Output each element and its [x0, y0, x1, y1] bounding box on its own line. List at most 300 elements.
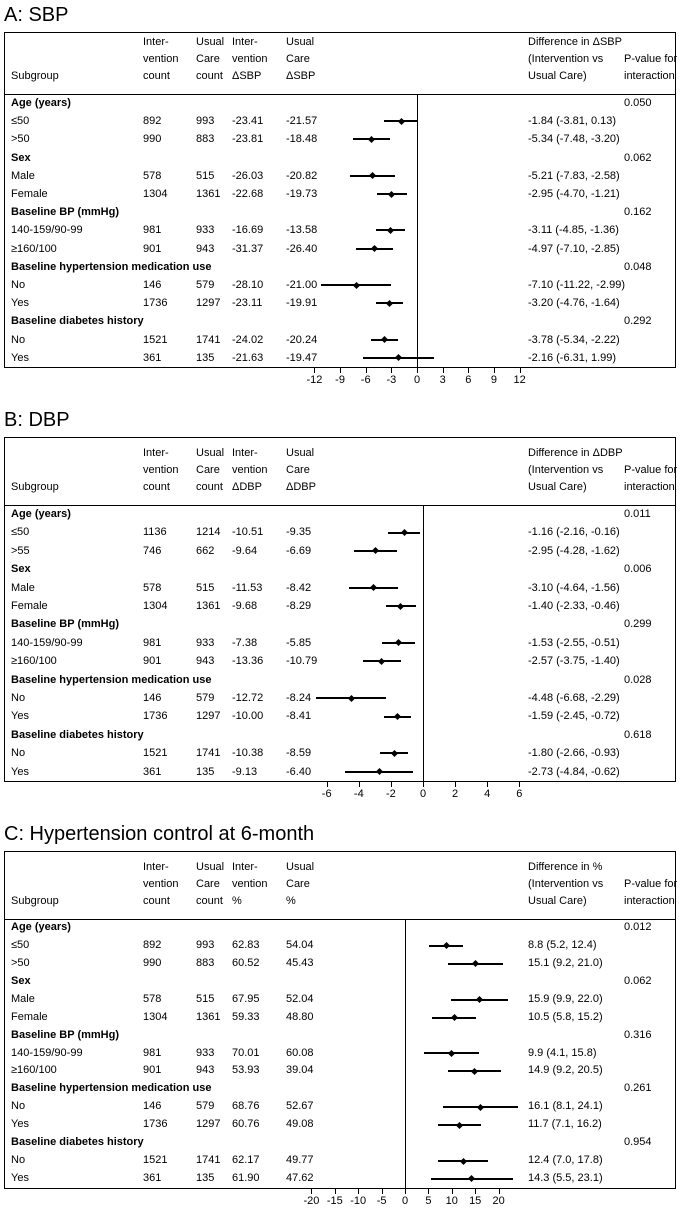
usual-care-count: 135	[196, 351, 215, 364]
difference-value: 15.9 (9.9, 22.0)	[528, 992, 603, 1005]
subgroup-label: >55	[11, 544, 30, 557]
subgroup-label: Yes	[11, 297, 29, 310]
axis-tick-label: 0	[413, 374, 421, 386]
difference-value: -4.48 (-6.68, -2.29)	[528, 692, 620, 704]
intervention-count: 892	[143, 115, 162, 128]
usual-care-value: -20.82	[286, 169, 318, 182]
table-row	[5, 167, 675, 185]
point-estimate-marker	[381, 336, 388, 343]
p-value-interaction: 0.048	[624, 260, 652, 273]
difference-value: -1.40 (-2.33, -0.46)	[528, 600, 620, 612]
panel-htn-control	[0, 812, 680, 1219]
subgroup-label: Yes	[11, 1118, 29, 1131]
axis-tick-label: -15	[326, 1194, 343, 1207]
usual-care-value: 52.67	[286, 1100, 314, 1113]
intervention-value: -9.68	[232, 600, 258, 612]
subgroup-label: 140-159/90-99	[11, 636, 83, 649]
difference-value: -5.34 (-7.48, -3.20)	[528, 133, 620, 146]
difference-value: -3.10 (-4.64, -1.56)	[528, 581, 620, 594]
intervention-count: 981	[143, 224, 162, 237]
usual-care-count: 993	[196, 115, 215, 128]
intervention-value: 61.90	[232, 1172, 260, 1185]
group-label: Baseline BP (mmHg)	[11, 206, 119, 219]
usual-care-count: 1361	[196, 600, 221, 612]
subgroup-label: Yes	[11, 351, 29, 364]
usual-care-value: 49.08	[286, 1118, 314, 1131]
col-header-difference: Difference in ΔSBP (Intervention vs Usual Care)	[528, 36, 622, 82]
panel-title-dbp: B: DBP	[4, 409, 70, 431]
table-row	[5, 1098, 675, 1116]
axis-tick-label: -10	[350, 1194, 367, 1207]
intervention-value: -31.37	[232, 242, 264, 255]
axis-tick	[359, 782, 360, 787]
axis-tick	[382, 1189, 383, 1194]
group-row	[5, 1027, 675, 1045]
p-value-interaction: 0.316	[624, 1028, 652, 1041]
panel-sbp	[0, 0, 680, 398]
usual-care-count: 883	[196, 956, 215, 969]
difference-value: -3.78 (-5.34, -2.22)	[528, 333, 620, 346]
intervention-value: -21.63	[232, 351, 264, 364]
intervention-count: 901	[143, 242, 162, 255]
group-label: Sex	[11, 151, 31, 164]
point-estimate-marker	[394, 713, 401, 720]
usual-care-count: 1741	[196, 333, 221, 346]
intervention-count: 892	[143, 938, 162, 951]
point-estimate-marker	[471, 1068, 478, 1075]
point-estimate-marker	[348, 695, 355, 702]
axis-tick	[519, 782, 520, 787]
subgroup-label: Female	[11, 600, 48, 612]
col-header-intervention-value: Inter- vention ΔDBP	[232, 447, 268, 493]
point-estimate-marker	[391, 750, 398, 757]
point-estimate-marker	[395, 639, 402, 646]
axis-tick-label: 6	[516, 788, 523, 800]
table-row	[5, 689, 675, 707]
difference-value: 14.9 (9.2, 20.5)	[528, 1064, 603, 1077]
p-value-interaction: 0.062	[624, 151, 652, 164]
usual-care-count: 1214	[196, 526, 221, 539]
usual-care-value: 60.08	[286, 1046, 314, 1059]
group-row	[5, 149, 675, 167]
difference-value: 11.7 (7.1, 16.2)	[528, 1118, 602, 1131]
subgroup-label: >50	[11, 133, 30, 146]
difference-value: 12.4 (7.0, 17.8)	[528, 1154, 603, 1167]
usual-care-value: -13.58	[286, 224, 318, 237]
axis-tick-label: 3	[439, 374, 446, 386]
intervention-value: -9.64	[232, 544, 258, 557]
axis-tick	[391, 782, 392, 787]
axis-tick-label: -5	[376, 1194, 387, 1207]
axis-tick	[487, 782, 488, 787]
intervention-count: 901	[143, 655, 162, 668]
difference-value: -2.95 (-4.70, -1.21)	[528, 188, 620, 200]
usual-care-value: -6.40	[286, 765, 312, 778]
intervention-value: -7.38	[232, 636, 258, 649]
usual-care-count: 933	[196, 224, 215, 237]
intervention-count: 578	[143, 992, 162, 1005]
axis-tick	[452, 1189, 453, 1194]
axis-tick-label: -6	[360, 374, 371, 386]
usual-care-value: 45.43	[286, 956, 314, 969]
axis-tick-label: 4	[484, 788, 491, 800]
axis-tick	[499, 1189, 500, 1194]
usual-care-value: -19.47	[286, 351, 318, 364]
col-header-p-value: P-value for interaction	[624, 53, 678, 82]
point-estimate-marker	[378, 658, 385, 665]
point-estimate-marker	[459, 1157, 466, 1164]
p-value-interaction: 0.011	[624, 508, 651, 520]
col-header-subgroup: Subgroup	[11, 70, 59, 82]
table-row	[5, 1062, 675, 1080]
usual-care-count: 135	[196, 765, 215, 778]
intervention-count: 1304	[143, 600, 168, 612]
usual-care-value: -8.24	[286, 692, 312, 704]
group-label: Baseline hypertension medication use	[11, 673, 212, 686]
intervention-count: 361	[143, 351, 162, 364]
subgroup-label: Female	[11, 188, 48, 200]
difference-value: -2.57 (-3.75, -1.40)	[528, 655, 620, 668]
p-value-interaction: 0.292	[624, 315, 652, 328]
intervention-count: 1521	[143, 1154, 168, 1167]
difference-value: 14.3 (5.5, 23.1)	[528, 1172, 603, 1185]
point-estimate-marker	[398, 118, 405, 125]
panel-title-htn-control: C: Hypertension control at 6-month	[4, 823, 315, 845]
axis-tick	[335, 1189, 336, 1194]
intervention-count: 981	[143, 1046, 162, 1059]
difference-value: -1.53 (-2.55, -0.51)	[528, 636, 620, 649]
group-label: Age (years)	[11, 508, 71, 520]
table-row	[5, 579, 675, 597]
group-row	[5, 1134, 675, 1152]
intervention-count: 578	[143, 169, 162, 182]
group-row	[5, 560, 675, 578]
group-row	[5, 726, 675, 744]
intervention-count: 1736	[143, 710, 168, 723]
axis-tick-label: -2	[386, 788, 396, 800]
point-estimate-marker	[456, 1122, 463, 1129]
difference-value: 9.9 (4.1, 15.8)	[528, 1046, 597, 1059]
usual-care-value: -8.59	[286, 747, 312, 760]
table-row	[5, 112, 675, 130]
difference-value: 16.1 (8.1, 24.1)	[528, 1100, 603, 1113]
subgroup-label: Yes	[11, 765, 29, 778]
table-row	[5, 1170, 675, 1188]
table-row	[5, 763, 675, 781]
p-value-interaction: 0.618	[624, 728, 652, 741]
subgroup-label: ≤50	[11, 526, 30, 539]
group-row	[5, 203, 675, 221]
intervention-value: -23.11	[232, 297, 263, 310]
intervention-count: 901	[143, 1064, 162, 1077]
group-row	[5, 615, 675, 633]
intervention-value: -12.72	[232, 692, 264, 704]
p-value-interaction: 0.006	[624, 563, 652, 576]
usual-care-count: 1361	[196, 188, 221, 200]
col-header-p-value: P-value for interaction	[624, 878, 678, 907]
table-row	[5, 1116, 675, 1134]
usual-care-value: 52.04	[286, 992, 314, 1005]
table-row	[5, 349, 675, 367]
point-estimate-marker	[388, 191, 395, 198]
usual-care-count: 515	[196, 992, 215, 1005]
axis-tick-label: 0	[401, 1194, 409, 1207]
axis-tick-label: -20	[303, 1194, 320, 1207]
subgroup-label: ≤50	[11, 938, 30, 951]
table-row	[5, 1152, 675, 1170]
usual-care-value: -10.79	[286, 655, 318, 668]
col-header-intervention-count: Inter- vention count	[143, 861, 179, 907]
axis-tick-label: -9	[335, 374, 345, 386]
subgroup-label: 140-159/90-99	[11, 224, 83, 237]
axis-tick-label: -12	[306, 374, 323, 386]
p-value-interaction: 0.050	[624, 97, 652, 109]
forest-table-htn-control	[4, 851, 676, 1189]
intervention-count: 746	[143, 544, 162, 557]
usual-care-count: 1741	[196, 1154, 221, 1167]
axis-tick-label: 12	[513, 374, 526, 386]
col-header-usual-care-value: Usual Care %	[286, 861, 315, 907]
difference-value: -2.73 (-4.84, -0.62)	[528, 765, 620, 778]
axis-tick-label: -6	[321, 788, 332, 800]
usual-care-count: 993	[196, 938, 215, 951]
usual-care-count: 662	[196, 544, 215, 557]
table-row	[5, 1009, 675, 1027]
forest-table-sbp	[4, 32, 676, 368]
col-header-subgroup: Subgroup	[11, 895, 59, 907]
usual-care-count: 1741	[196, 747, 221, 760]
subgroup-label: Female	[11, 1010, 48, 1023]
subgroup-label: Yes	[11, 710, 29, 723]
axis-tick	[327, 782, 328, 787]
subgroup-label: 140-159/90-99	[11, 1046, 83, 1059]
table-row	[5, 1045, 675, 1063]
difference-value: -1.84 (-3.81, 0.13)	[528, 115, 617, 128]
intervention-value: -9.13	[232, 765, 258, 778]
subgroup-label: ≥160/100	[11, 1064, 57, 1077]
table-row	[5, 991, 675, 1009]
p-value-interaction: 0.062	[624, 974, 652, 987]
intervention-value: -13.36	[232, 655, 264, 668]
intervention-value: -10.38	[232, 747, 264, 760]
table-row	[5, 597, 675, 615]
intervention-value: -22.68	[232, 188, 264, 200]
point-estimate-marker	[477, 1104, 484, 1111]
p-value-interaction: 0.028	[624, 673, 652, 686]
usual-care-value: -8.29	[286, 600, 312, 612]
intervention-value: -23.41	[232, 115, 264, 128]
table-row	[5, 294, 675, 312]
table-row	[5, 634, 675, 652]
difference-value: 10.5 (5.8, 15.2)	[528, 1010, 603, 1023]
usual-care-value: 39.04	[286, 1064, 314, 1077]
intervention-value: -24.02	[232, 333, 264, 346]
difference-value: -1.16 (-2.16, -0.16)	[528, 526, 620, 539]
group-row	[5, 94, 675, 112]
axis-tick-label: 10	[445, 1194, 458, 1207]
subgroup-label: ≤50	[11, 115, 30, 128]
p-value-interaction: 0.261	[624, 1082, 652, 1095]
usual-care-count: 1297	[196, 1118, 221, 1131]
point-estimate-marker	[448, 1050, 455, 1057]
usual-care-value: 47.62	[286, 1172, 314, 1185]
subgroup-label: ≥160/100	[11, 242, 57, 255]
intervention-value: 53.93	[232, 1064, 260, 1077]
axis-tick	[311, 1189, 312, 1194]
intervention-count: 578	[143, 581, 162, 594]
axis-tick	[314, 368, 315, 373]
usual-care-count: 579	[196, 279, 215, 291]
col-header-intervention-count: Inter- vention count	[143, 36, 179, 82]
table-row	[5, 331, 675, 349]
axis-tick-label: 9	[490, 374, 497, 386]
subgroup-label: No	[11, 1100, 26, 1113]
intervention-count: 1136	[143, 526, 167, 539]
group-row	[5, 919, 675, 937]
usual-care-value: -21.00	[286, 279, 318, 291]
intervention-value: 60.52	[232, 956, 260, 969]
group-label: Baseline hypertension medication use	[11, 260, 212, 273]
intervention-value: 62.17	[232, 1154, 260, 1167]
point-estimate-marker	[472, 960, 479, 967]
subgroup-label: ≥160/100	[11, 655, 57, 668]
difference-value: 8.8 (5.2, 12.4)	[528, 938, 597, 951]
intervention-value: 59.33	[232, 1010, 260, 1023]
table-row	[5, 652, 675, 670]
point-estimate-marker	[443, 942, 450, 949]
difference-value: -1.59 (-2.45, -0.72)	[528, 710, 620, 723]
usual-care-value: -5.85	[286, 636, 312, 649]
point-estimate-marker	[397, 603, 404, 610]
intervention-value: -23.81	[232, 133, 264, 146]
point-estimate-marker	[468, 1175, 475, 1182]
col-header-usual-care-count: Usual Care count	[196, 447, 225, 493]
axis-tick	[417, 368, 418, 373]
usual-care-value: -26.40	[286, 242, 318, 255]
intervention-value: 68.76	[232, 1100, 260, 1113]
group-label: Baseline hypertension medication use	[11, 1082, 212, 1095]
group-label: Baseline diabetes history	[11, 315, 144, 328]
usual-care-count: 515	[196, 169, 215, 182]
usual-care-count: 943	[196, 242, 215, 255]
usual-care-count: 135	[196, 1172, 215, 1185]
point-estimate-marker	[401, 529, 408, 536]
col-header-subgroup: Subgroup	[11, 481, 59, 493]
point-estimate-marker	[395, 354, 402, 361]
axis-tick	[358, 1189, 359, 1194]
group-label: Baseline diabetes history	[11, 728, 144, 741]
table-row	[5, 542, 675, 560]
col-header-usual-care-value: Usual Care ΔSBP	[286, 36, 316, 82]
difference-value: -5.21 (-7.83, -2.58)	[528, 169, 620, 182]
intervention-count: 1521	[143, 747, 168, 760]
table-row	[5, 523, 675, 541]
axis-tick	[340, 368, 341, 373]
table-row	[5, 240, 675, 258]
subgroup-label: No	[11, 692, 26, 704]
usual-care-count: 1361	[196, 1010, 221, 1023]
usual-care-count: 579	[196, 692, 215, 704]
x-axis-htn-control	[5, 1189, 677, 1219]
axis-tick	[428, 1189, 429, 1194]
intervention-count: 1736	[143, 297, 168, 310]
axis-tick	[443, 368, 444, 373]
point-estimate-marker	[372, 547, 379, 554]
col-header-difference: Difference in % (Intervention vs Usual Care)	[528, 861, 604, 907]
subgroup-label: Yes	[11, 1172, 29, 1185]
intervention-count: 361	[143, 765, 162, 778]
panel-title-sbp: A: SBP	[4, 4, 69, 26]
axis-tick	[455, 782, 456, 787]
subgroup-label: No	[11, 1154, 26, 1167]
table-row	[5, 185, 675, 203]
table-row	[5, 937, 675, 955]
group-row	[5, 312, 675, 330]
usual-care-count: 943	[196, 655, 215, 668]
difference-value: -2.16 (-6.31, 1.99)	[528, 351, 617, 364]
group-label: Age (years)	[11, 921, 71, 933]
forest-table-dbp	[4, 437, 676, 782]
axis-tick	[520, 368, 521, 373]
intervention-count: 146	[143, 279, 162, 291]
point-estimate-marker	[371, 245, 378, 252]
intervention-count: 1304	[143, 188, 168, 200]
group-label: Sex	[11, 974, 31, 987]
intervention-value: -10.00	[232, 710, 264, 723]
intervention-value: 62.83	[232, 938, 260, 951]
difference-value: -7.10 (-11.22, -2.99)	[528, 279, 626, 291]
usual-care-count: 933	[196, 1046, 215, 1059]
difference-value: 15.1 (9.2, 21.0)	[528, 956, 603, 969]
point-estimate-marker	[369, 172, 376, 179]
subgroup-label: Male	[11, 992, 35, 1005]
axis-tick-label: 0	[419, 788, 427, 800]
axis-tick-label: 5	[425, 1194, 432, 1207]
col-header-intervention-value: Inter- vention ΔSBP	[232, 36, 268, 82]
col-header-p-value: P-value for interaction	[624, 464, 678, 493]
table-row	[5, 130, 675, 148]
subgroup-label: No	[11, 333, 26, 346]
point-estimate-marker	[387, 227, 394, 234]
intervention-count: 146	[143, 692, 162, 704]
subgroup-label: No	[11, 747, 26, 760]
axis-tick	[468, 368, 469, 373]
usual-care-value: -19.73	[286, 188, 318, 200]
subgroup-label: Male	[11, 581, 35, 594]
col-header-intervention-count: Inter- vention count	[143, 447, 179, 493]
group-label: Baseline diabetes history	[11, 1136, 144, 1149]
usual-care-value: -9.35	[286, 526, 312, 539]
usual-care-value: -6.69	[286, 544, 312, 557]
axis-tick-label: 2	[452, 788, 459, 800]
group-label: Baseline BP (mmHg)	[11, 618, 119, 631]
point-estimate-marker	[376, 768, 383, 775]
usual-care-value: -19.91	[286, 297, 318, 310]
intervention-count: 1736	[143, 1118, 168, 1131]
point-estimate-marker	[451, 1014, 458, 1021]
panel-dbp	[0, 398, 680, 812]
intervention-count: 1304	[143, 1010, 168, 1023]
difference-value: -2.95 (-4.28, -1.62)	[528, 544, 620, 557]
group-row	[5, 505, 675, 523]
axis-tick	[391, 368, 392, 373]
usual-care-value: -8.41	[286, 710, 312, 723]
usual-care-count: 579	[196, 1100, 215, 1113]
intervention-count: 990	[143, 133, 162, 146]
point-estimate-marker	[476, 996, 483, 1003]
group-row	[5, 671, 675, 689]
usual-care-count: 1297	[196, 710, 221, 723]
